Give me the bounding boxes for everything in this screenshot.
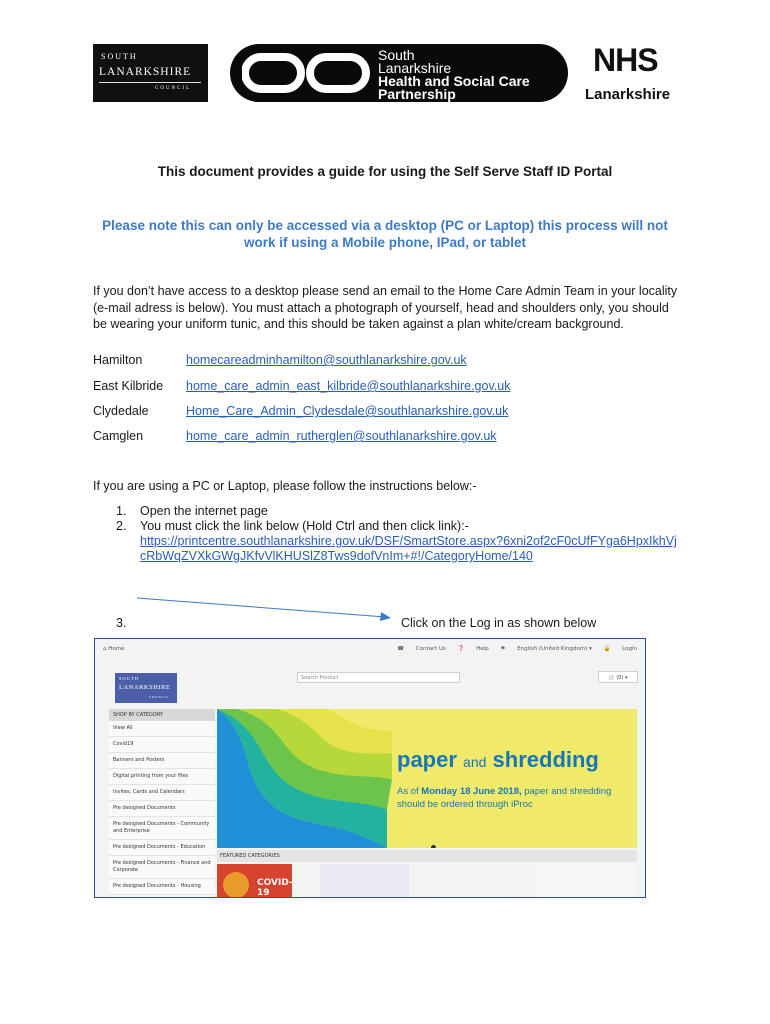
partnership-line2: Lanarkshire — [378, 60, 452, 76]
contact-us-label: Contact Us — [415, 646, 446, 652]
contact-email-link[interactable]: Home_Care_Admin_Clydesdale@southlanarkshire.gov.uk — [186, 404, 509, 418]
contact-location: Camglen — [93, 429, 144, 443]
banner-subtext — [397, 785, 627, 811]
portal-link[interactable]: https://printcentre.southlanarkshire.gov.uk/DSF/SmartStore.aspx?6xni2of2cF0cUfFYga6HpxIkhVjcRbWqZVXkGWgJKfvVlKHUSlZ8Tws9dofVnIm+#!/CategoryHome/140 — [140, 534, 677, 563]
partnership-line1: South — [378, 47, 415, 63]
banner-sub-b: Monday 18 June 2018, — [421, 786, 522, 797]
promo-banner[interactable] — [217, 709, 637, 848]
portal-logo[interactable] — [115, 673, 177, 703]
contact-row — [93, 353, 573, 369]
portal-home-link[interactable]: ⌂ Home — [103, 646, 125, 652]
category-item[interactable]: Pre designed Documents - Community and Enterprise — [109, 817, 215, 840]
arrow-icon — [135, 593, 395, 623]
step-number: 3. — [116, 616, 127, 630]
banner-headline-c: shredding — [492, 747, 599, 772]
step-text: Open the internet page — [140, 504, 268, 518]
step-number: 2. — [116, 519, 127, 533]
category-header: SHOP BY CATEGORY — [109, 709, 215, 721]
contact-email-link[interactable]: homecareadminhamilton@southlanarkshire.gov.uk — [186, 353, 467, 367]
covid-category-tile[interactable] — [217, 864, 292, 898]
covid-tile-label: COVID-19 — [257, 878, 293, 898]
partnership-rings-icon — [242, 53, 372, 93]
contact-location: Hamilton — [93, 353, 143, 367]
category-item[interactable]: Digital printing from your files — [109, 769, 215, 785]
contact-row — [93, 379, 573, 395]
contact-us-link[interactable]: ☎ Contact Us — [397, 646, 446, 652]
step-number: 1. — [116, 504, 127, 518]
category-tile[interactable] — [320, 864, 410, 898]
council-logo-line3: COUNCIL — [155, 86, 192, 91]
portal-cart-button[interactable]: 🛒 (0) ▾ — [598, 671, 638, 683]
step-text: You must click the link below (Hold Ctrl and then click link):- — [140, 519, 469, 533]
contact-email-link[interactable]: home_care_admin_east_kilbride@southlanarkshire.gov.uk — [186, 379, 511, 393]
council-logo-line2: LANARKSHIRE — [99, 66, 192, 78]
category-item[interactable]: Banners and Posters — [109, 753, 215, 769]
language-label: English (United Kingdom) — [517, 646, 588, 652]
category-item[interactable]: View All — [109, 721, 215, 737]
council-logo-line1: SOUTH — [101, 52, 138, 61]
carousel-dots[interactable] — [413, 835, 439, 848]
contact-location: East Kilbride — [93, 379, 164, 393]
contact-email-link[interactable]: home_care_admin_rutherglen@southlanarkshire.gov.uk — [186, 429, 497, 443]
step-text: Click on the Log in as shown below — [401, 616, 597, 630]
category-item[interactable]: Pre designed Documents - Finance and Corporate — [109, 856, 215, 879]
portal-logo-line3: COUNCIL — [149, 695, 170, 699]
help-link[interactable]: ❓ Help — [457, 646, 489, 652]
category-tile[interactable] — [437, 864, 507, 898]
help-label: Help — [476, 646, 489, 652]
cart-count: (0) — [616, 675, 624, 681]
portal-logo-line2: LANARKSHIRE — [119, 684, 171, 691]
portal-logo-line1: SOUTH — [119, 676, 140, 681]
mask-person-icon — [223, 872, 249, 898]
portal-topbar — [95, 639, 645, 661]
nhs-mark: NHS — [593, 42, 658, 78]
category-item[interactable]: Pre designed Documents - Education — [109, 840, 215, 856]
category-item[interactable]: Invites, Cards and Calendars — [109, 785, 215, 801]
contact-row — [93, 429, 573, 445]
nhs-lanarkshire-logo — [585, 44, 679, 106]
rainbow-waves-graphic — [217, 709, 392, 848]
featured-categories-header: FEATURED CATEGORIES — [217, 850, 637, 862]
south-lanarkshire-council-logo — [93, 44, 208, 102]
banner-headline-a: paper — [397, 747, 457, 772]
health-social-care-partnership-logo — [230, 44, 568, 102]
portal-search-input[interactable]: Search Product — [297, 672, 460, 683]
contact-location: Clydedale — [93, 404, 149, 418]
category-tile[interactable] — [535, 864, 635, 898]
category-item[interactable]: Pre designed Documents - Housing — [109, 879, 215, 895]
home-label: Home — [108, 646, 125, 652]
nhs-region: Lanarkshire — [585, 86, 671, 103]
login-link[interactable]: 🔒 Login — [603, 646, 637, 652]
banner-sub-a: As of — [397, 786, 419, 797]
access-note: Please note this can only be accessed via a desktop (PC or Laptop) this process will not work if using a Mobile phone, IPad, or tablet — [102, 218, 668, 250]
instructions-paragraph: If you don’t have access to a desktop please send an email to the Home Care Admin Team in your locality (e-mail adress is below). You must attach a photograph of yourself, head and shoulders only, you should be wearing your uniform tunic, and this should be taken against a plan white/cream background. — [93, 284, 678, 331]
banner-headline-b: and — [463, 754, 487, 770]
instructions-intro: If you are using a PC or Laptop, please follow the instructions below:- — [93, 479, 477, 493]
document-title: This document provides a guide for using the Self Serve Staff ID Portal — [157, 164, 613, 179]
language-selector[interactable]: ⚑ English (United Kingdom) ▾ — [500, 646, 592, 652]
partnership-line4: Partnership — [378, 86, 456, 102]
category-item[interactable]: Covid19 — [109, 737, 215, 753]
category-item[interactable]: Pre designed Documents — [109, 801, 215, 817]
council-logo-rule — [99, 82, 201, 83]
category-sidebar — [109, 709, 215, 898]
contact-row — [93, 404, 573, 420]
partnership-line3: Health and Social Care — [378, 73, 530, 89]
portal-screenshot — [94, 638, 646, 898]
login-label: Login — [622, 646, 637, 652]
banner-headline — [397, 747, 599, 773]
banner-sub-c: paper and shredding should be ordered through iProc — [397, 786, 612, 810]
